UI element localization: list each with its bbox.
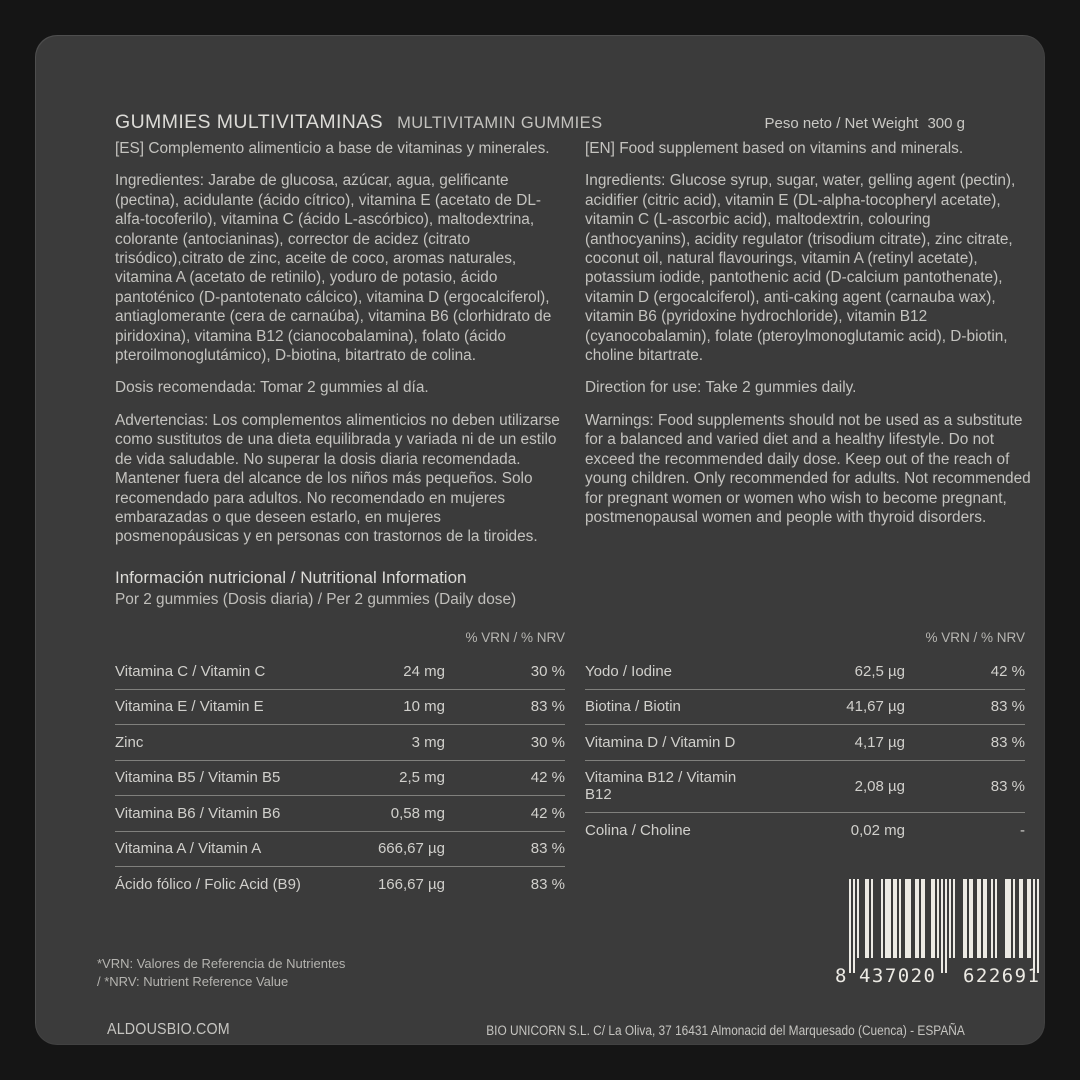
nutrition-table-right <box>585 630 1025 848</box>
nutrition-heading: Información nutricional / Nutritional Information <box>115 568 467 587</box>
nrv-column-header: % VRN / % NRV <box>925 630 1025 645</box>
nutrient-name: Vitamina A / Vitamin A <box>115 840 262 857</box>
english-column <box>585 139 1035 560</box>
nutrition-row <box>585 690 1025 726</box>
nutrient-amount: 666,67 µg <box>377 840 445 857</box>
nutrient-amount: 2,08 µg <box>854 777 905 795</box>
nutrition-row <box>115 690 565 726</box>
nrv-column-header: % VRN / % NRV <box>465 630 565 645</box>
nutrient-name: Ácido fólico / Folic Acid (B9) <box>115 875 301 893</box>
en-intro-text: [EN] Food supplement based on vitamins and minerals. <box>585 140 964 157</box>
label-panel <box>35 35 1045 1045</box>
nutrient-amount: 3 mg <box>411 733 445 751</box>
svg-text:8: 8 <box>835 965 847 987</box>
nutrition-row <box>585 725 1025 761</box>
nutrition-row <box>585 761 1025 814</box>
nrv-footnote-line2: / *NRV: Nutrient Reference Value <box>97 974 289 989</box>
nutrient-amount: 10 mg <box>403 698 445 715</box>
nutrient-name: Vitamina E / Vitamin E <box>115 698 264 715</box>
nutrition-rows-right <box>585 654 1025 848</box>
nutrient-name: Vitamina C / Vitamin C <box>115 662 266 680</box>
nutrient-amount: 2,5 mg <box>399 769 445 786</box>
nutrient-nrv: 83 % <box>990 733 1025 751</box>
net-weight-label: Peso neto / Net Weight <box>764 115 919 132</box>
en-dosage-text: Direction for use: Take 2 gummies daily. <box>585 379 857 397</box>
nutrient-name: Vitamina B5 / Vitamin B5 <box>115 769 281 786</box>
barcode <box>835 879 1047 991</box>
svg-text:622691: 622691 <box>963 965 1039 987</box>
en-warnings-text: Warnings: Food supplements should not be used as a substitute for a balanced and varied diet and a healthy lifestyle. Do not exceed the recommended daily dose. Keep out of the reach of young children. Only recommended for adults. Not recommended for pregnant women or women who wish to become pregnant, postmenopausal women and people with thyroid disorders. <box>585 411 1031 526</box>
nutrition-row <box>585 813 1025 848</box>
nutrient-nrv: 42 % <box>990 662 1025 680</box>
nutrient-nrv: 42 % <box>530 804 565 822</box>
nutrient-name: Vitamina B6 / Vitamin B6 <box>115 804 281 822</box>
nutrient-amount: 4,17 µg <box>854 733 905 751</box>
nutrition-row <box>585 654 1025 690</box>
nutrient-name: Yodo / Iodine <box>585 662 673 680</box>
nutrient-nrv: 30 % <box>530 662 565 680</box>
nutrient-name: Vitamina D / Vitamin D <box>585 733 736 751</box>
nutrient-name: Zinc <box>115 733 144 751</box>
nutrient-nrv: 83 % <box>530 875 565 893</box>
brand-website: ALDOUSBIO.COM <box>107 1021 230 1038</box>
nutrition-row <box>115 654 565 690</box>
body-columns <box>115 139 1035 560</box>
svg-text:437020: 437020 <box>859 965 935 987</box>
nrv-footnote-line1: *VRN: Valores de Referencia de Nutrientes <box>97 956 346 971</box>
nutrition-row <box>115 796 565 832</box>
es-dosage-text: Dosis recomendada: Tomar 2 gummies al día. <box>115 379 429 397</box>
nutrient-nrv: 83 % <box>530 698 565 715</box>
title-row <box>115 111 965 134</box>
nutrient-amount: 41,67 µg <box>846 698 905 715</box>
nutrient-name: Biotina / Biotin <box>585 698 681 715</box>
nutrition-table-left <box>115 630 565 902</box>
en-ingredients-text: Ingredients: Glucose syrup, sugar, water, gelling agent (pectin), acidifier (citric acid), vitamin E (DL-alpha-tocopheryl acetate), vitamin C (L-ascorbic acid), maltodextrin, colouring (anthocyanins), acidity regulator (trisodium citrate), zinc citrate, coconut oil, natural flavourings, vitamin A (retinyl acetate), potassium iodide, pantothenic acid (D-calcium pantothenate), vitamin D (ergocalciferol), anti-caking agent (carnauba wax), vitamin B6 (pyridoxine hydrochloride), vitamin B12 (cyanocobalamin), folate (pteroylmonoglutamic acid), D-biotin, choline bitartrate. <box>585 172 1016 365</box>
product-title-en: MULTIVITAMIN GUMMIES <box>397 114 603 132</box>
nutrition-rows-left <box>115 654 565 902</box>
nutrient-name: Vitamina B12 / Vitamin B12 <box>585 769 737 803</box>
nutrient-nrv: 83 % <box>530 840 565 857</box>
nutrient-nrv: 42 % <box>530 769 565 786</box>
manufacturer-address: BIO UNICORN S.L. C/ La Oliva, 37 16431 Almonacid del Marquesado (Cuenca) - ESPAÑA <box>486 1023 965 1038</box>
net-weight-value: 300 g <box>927 115 965 132</box>
es-intro-text: [ES] Complemento alimenticio a base de vitaminas y minerales. <box>115 140 550 157</box>
product-title-es: GUMMIES MULTIVITAMINAS <box>115 111 384 133</box>
nutrient-nrv: 83 % <box>990 777 1025 795</box>
nutrition-row <box>115 725 565 761</box>
nutrient-amount: 62,5 µg <box>854 662 905 680</box>
nutrient-amount: 0,02 mg <box>850 821 905 839</box>
es-ingredients-text: Ingredientes: Jarabe de glucosa, azúcar, agua, gelificante (pectina), acidulante (ácido cítrico), vitamina E (acetato de DL-alfa-tocoferilo), vitamina C (ácido L-ascórbico), maltodextrina, colorante (antocianinas), corrector de acidez (citrato trisódico),citrato de zinc, aceite de coco, aromas naturales, vitamina A (acetato de retinilo), yoduro de potasio, ácido pantoténico (D-pantotenato cálcico), vitamina D (ergocalciferol), antiaglomerante (cera de carnaúba), vitamina B6 (clorhidrato de piridoxina), vitamina B12 (cianocobalamina), folato (ácido pteroilmonoglutámico), D-biotina, bitartrato de colina. <box>115 172 552 365</box>
nutrition-subheading: Por 2 gummies (Dosis diaria) / Per 2 gummies (Daily dose) <box>115 591 517 608</box>
nutrition-row <box>115 867 565 902</box>
nutrient-amount: 24 mg <box>403 662 445 680</box>
nutrient-nrv: - <box>1020 821 1025 839</box>
net-weight <box>764 115 965 132</box>
nutrient-amount: 166,67 µg <box>377 875 445 893</box>
es-warnings-text: Advertencias: Los complementos alimenticios no deben utilizarse como sustitutos de una dieta equilibrada y variada ni de un estilo de vida saludable. No superar la dosis diaria recomendada. Mantener fuera del alcance de los niños más pequeños. Solo recomendado para adultos. No recomendado en mujeres embarazadas o que deseen estarlo, en mujeres posmenopáusicas y en personas con trastornos de la tiroides. <box>115 411 560 546</box>
nutrient-nrv: 30 % <box>530 733 565 751</box>
nrv-footnote <box>97 955 345 991</box>
nutrient-nrv: 83 % <box>990 698 1025 715</box>
spanish-column <box>115 139 565 560</box>
nutrient-name: Colina / Choline <box>585 821 691 839</box>
nutrient-amount: 0,58 mg <box>390 804 445 822</box>
nutrition-row <box>115 832 565 868</box>
nutrition-row <box>115 761 565 797</box>
